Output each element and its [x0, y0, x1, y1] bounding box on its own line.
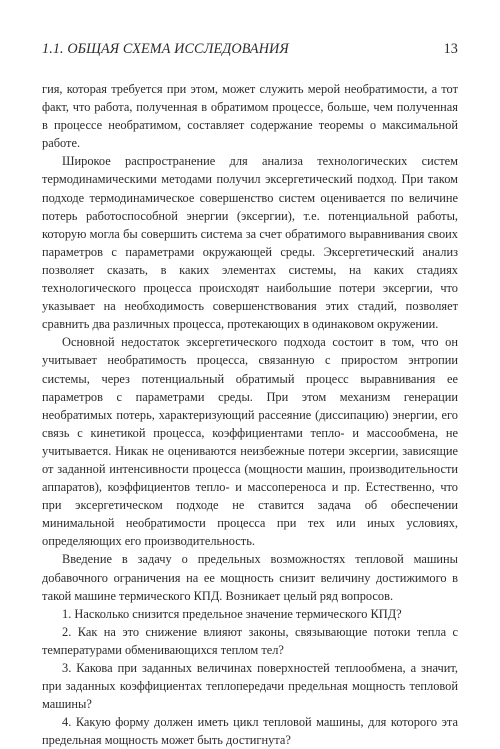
paragraph-power-constraint: Введение в задачу о предельных возможностях тепловой машины добавочного ограничения на ее мощность снизит величину достижимого в такой машине термического КПД. Возникает целый ряд вопросов. [42, 552, 458, 603]
question-4: 4. Какую форму должен иметь цикл тепловой машины, для которого эта предельная мощность может быть достигнута? [42, 715, 458, 748]
running-header [42, 41, 458, 61]
page-number: 13 [443, 41, 458, 57]
paragraph-exergy-drawback: Основной недостаток эксергетического подхода состоит в том, что он учитывает необратимость процесса, связанную с приростом энтропии системы, через потенциальный обратимый процесс выравнивания ее параметров с параметрами среды. При этом механизм генерации необратимых потерь, характеризующий рассеяние (диссипацию) энергии, его связь с кинетикой процесса, коэффициентами тепло- и массообмена, не учитывается. Никак не оцениваются неизбежные потери эксергии, зависящие от заданной интенсивности процесса (мощности машин, производительности аппаратов), коэффициентов тепло- и массопереноса и пр. Естественно, что при эксергетическом подходе не ставится задача об обеспечении минимальной необратимости процесса при тех или иных условиях, определяющих его производительность. [42, 335, 458, 549]
question-2: 2. Как на это снижение влияют законы, связывающие потоки тепла с температурами обменивающихся теплом тел? [42, 624, 458, 657]
question-3: 3. Какова при заданных величинах поверхностей теплообмена, а значит, при заданных коэффициентах теплопередачи предельная мощность тепловой машины? [42, 661, 458, 712]
section-title: 1.1. ОБЩАЯ СХЕМА ИССЛЕДОВАНИЯ [42, 41, 289, 57]
question-1: 1. Насколько снизится предельное значение термического КПД? [62, 606, 402, 621]
body-text [42, 80, 458, 749]
paragraph-continuation: гия, которая требуется при этом, может служить мерой необратимости, а тот факт, что работа, полученная в обратимом процессе, больше, чем полученная в процессе необратимом, составляет содержание теоремы о максимальной работе. [42, 82, 458, 151]
paragraph-exergy-approach: Широкое распространение для анализа технологических систем термодинамическими методами получил эксергетический подход. При таком подходе термодинамическое совершенство систем оценивается по величине потерь работоспособной энергии (эксергии), т.е. потенциальной работы, которую могла бы совершить система за счет обратимого выравнивания своих параметров с параметрами окружающей среды. Эксергетический анализ позволяет сказать, в каких элементах системы, на каких стадиях технологического процесса происходят наибольшие потери эксергии, что указывает на необходимость совершенствования этих стадий, позволяет сравнить два различных процесса, протекающих в одинаковом окружении. [42, 154, 458, 332]
